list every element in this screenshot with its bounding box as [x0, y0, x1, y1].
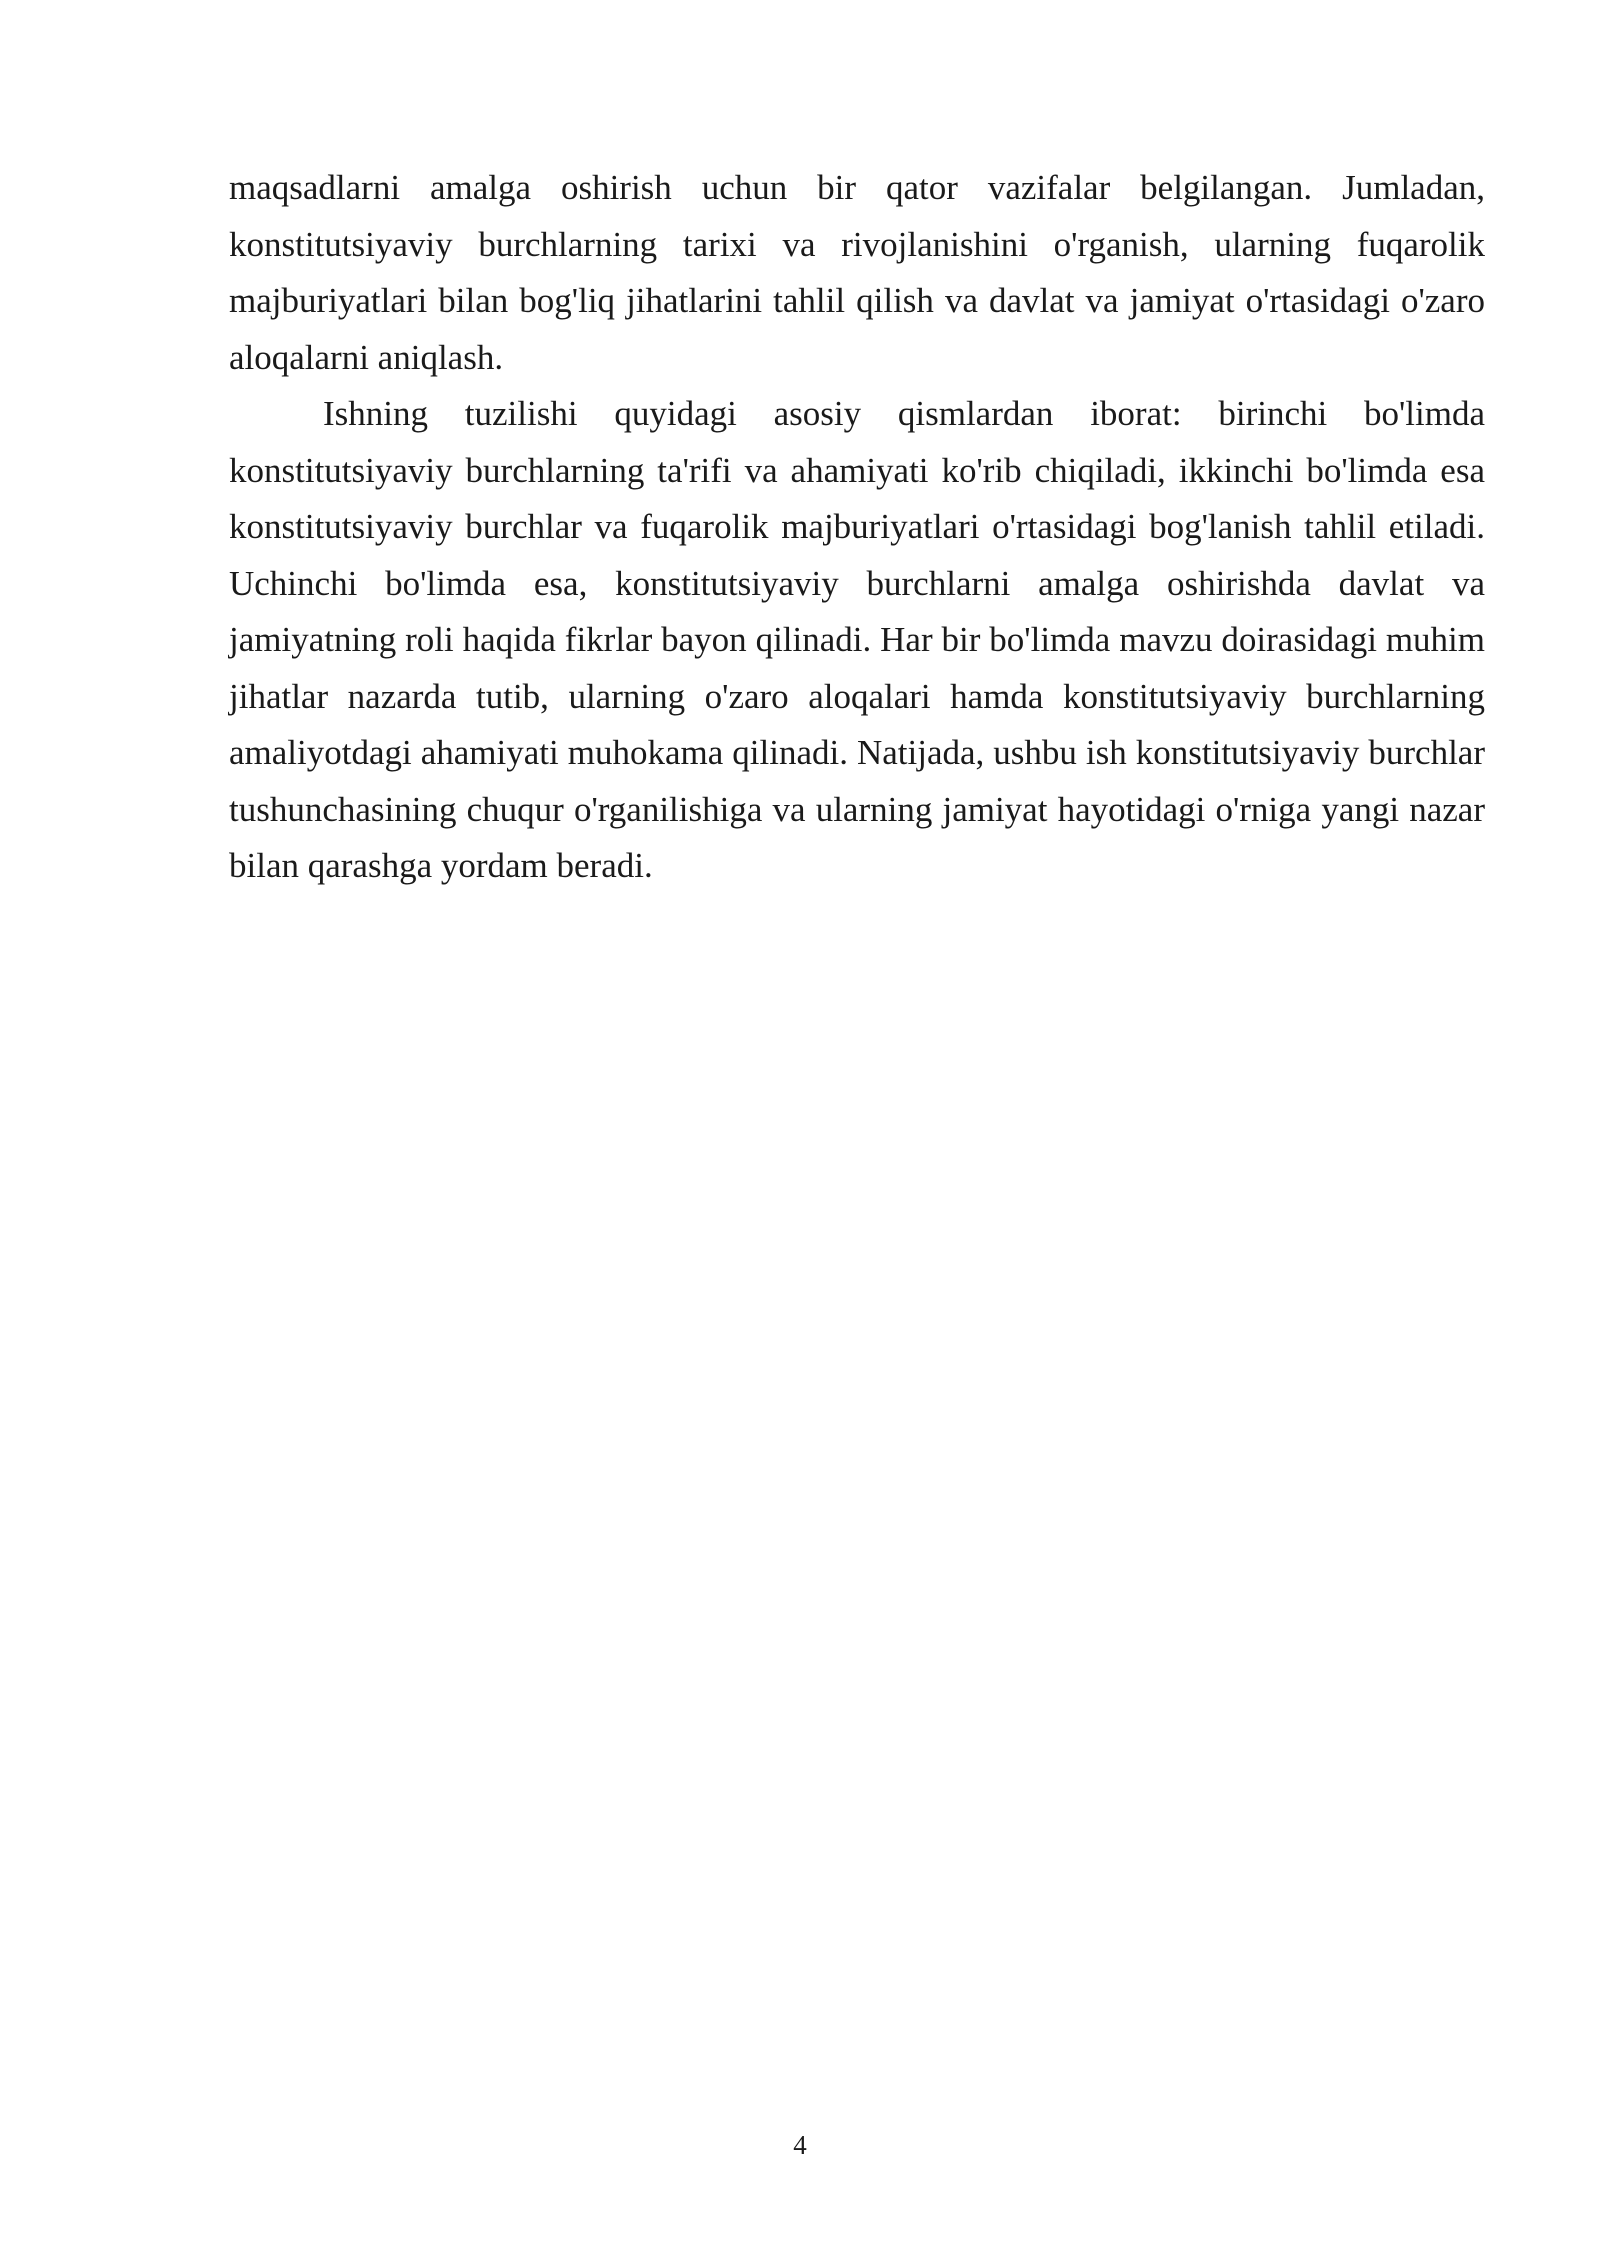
- body-text: [229, 160, 1485, 895]
- paragraph-continuation: maqsadlarni amalga oshirish uchun bir qator vazifalar belgilangan. Jumladan, konstitutsiyaviy burchlarning tarixi va rivojlanishini o'rganish, ularning fuqarolik majburiyatlari bilan bog'liq jihatlarini tahlil qilish va davlat va jamiyat o'rtasidagi o'zaro aloqalarni aniqlash.: [229, 168, 1485, 377]
- page-number: 4: [793, 2130, 807, 2160]
- paragraph-structure: Ishning tuzilishi quyidagi asosiy qismlardan iborat: birinchi bo'limda konstitutsiyaviy burchlarning ta'rifi va ahamiyati ko'rib chiqiladi, ikkinchi bo'limda esa konstitutsiyaviy burchlar va fuqarolik majburiyatlari o'rtasidagi bog'lanish tahlil etiladi. Uchinchi bo'limda esa, konstitutsiyaviy burchlarni amalga oshirishda davlat va jamiyatning roli haqida fikrlar bayon qilinadi. Har bir bo'limda mavzu doirasidagi muhim jihatlar nazarda tutib, ularning o'zaro aloqalari hamda konstitutsiyaviy burchlarning amaliyotdagi ahamiyati muhokama qilinadi. Natijada, ushbu ish konstitutsiyaviy burchlar tushunchasining chuqur o'rganilishiga va ularning jamiyat hayotidagi o'rniga yangi nazar bilan qarashga yordam beradi.: [229, 394, 1485, 885]
